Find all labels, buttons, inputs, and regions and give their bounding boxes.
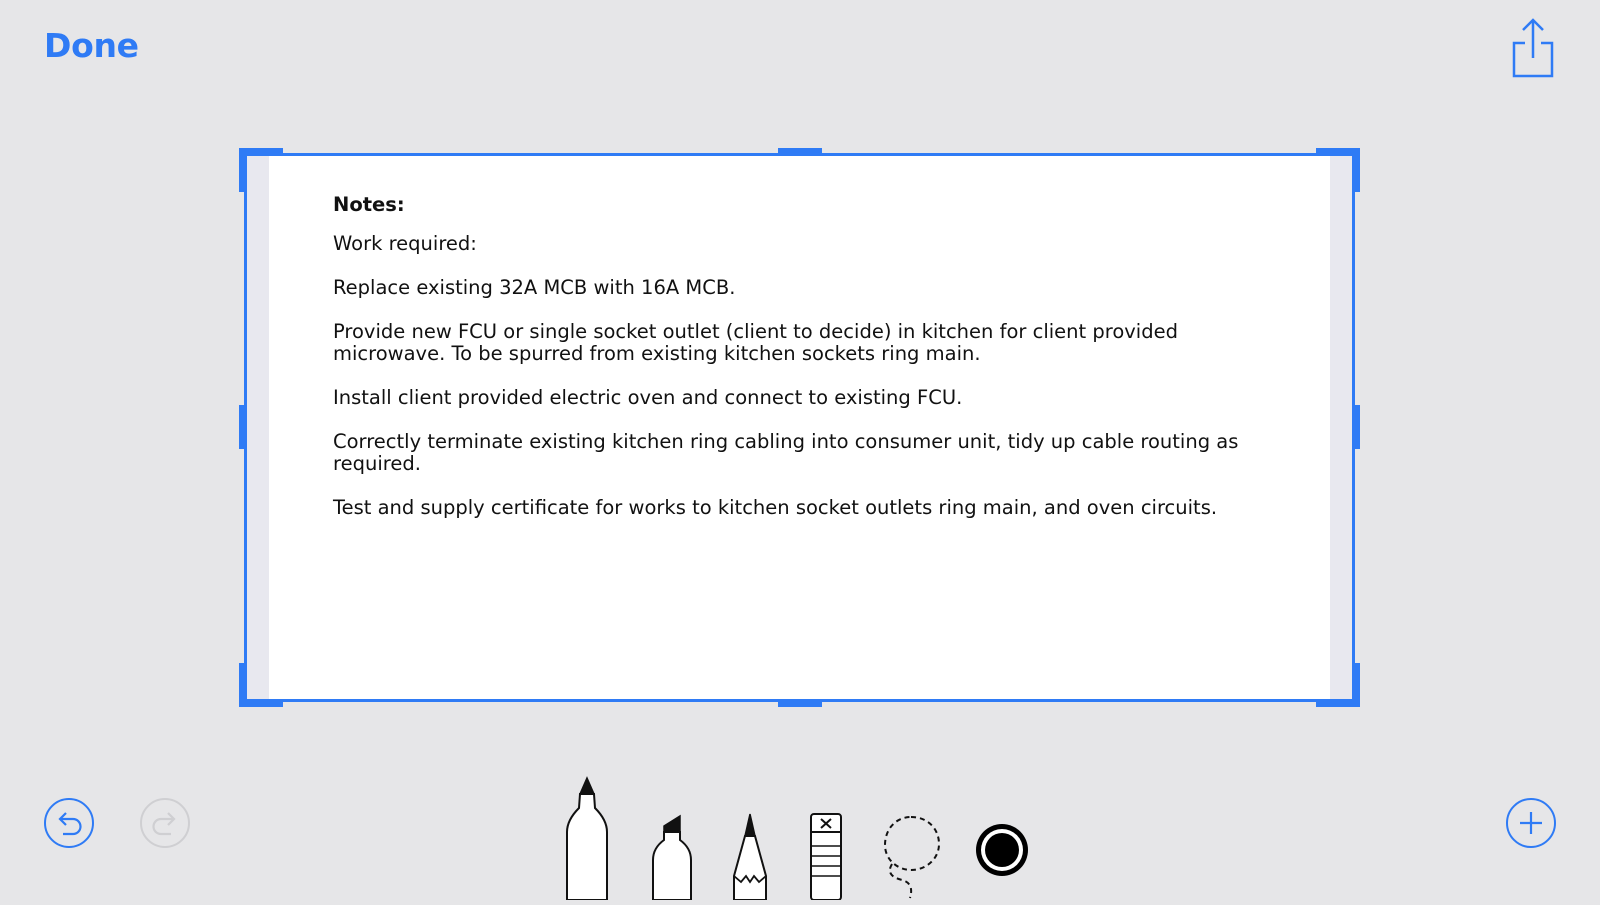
pen-tool[interactable]	[564, 776, 610, 900]
undo-icon	[46, 800, 92, 846]
color-picker[interactable]	[972, 820, 1032, 880]
crop-handle-top-right[interactable]	[1355, 148, 1360, 192]
crop-handle-bottom[interactable]	[778, 702, 822, 707]
color-picker-icon	[972, 820, 1032, 880]
redo-icon	[142, 800, 188, 846]
doc-paragraph: Work required:	[333, 232, 477, 255]
crop-handle-right[interactable]	[1355, 405, 1360, 449]
notes-heading: Notes:	[333, 193, 405, 216]
document-text	[333, 194, 1273, 541]
share-icon	[1508, 16, 1558, 80]
doc-paragraph: Replace existing 32A MCB with 16A MCB.	[333, 276, 736, 299]
lasso-icon	[880, 814, 942, 900]
pencil-icon	[732, 812, 768, 900]
done-button[interactable]: Done	[44, 26, 139, 65]
crop-handle-top[interactable]	[778, 148, 822, 153]
crop-handle-top-left[interactable]	[239, 148, 244, 192]
redo-button	[140, 798, 190, 848]
doc-paragraph: Test and supply certificate for works to kitchen socket outlets ring main, and oven circuits.	[333, 496, 1218, 519]
crop-handle-top-right[interactable]	[1316, 148, 1360, 153]
crop-handle-bottom-left[interactable]	[239, 663, 244, 707]
pen-icon	[564, 776, 610, 900]
lasso-tool[interactable]	[880, 814, 942, 900]
eraser-tool[interactable]	[809, 812, 843, 900]
crop-handle-bottom-right[interactable]	[1316, 702, 1360, 707]
doc-paragraph: Provide new FCU or single socket outlet (client to decide) in kitchen for client provided microwave. To be spurred from existing kitchen sockets ring main.	[333, 320, 1178, 365]
right-margin	[1330, 156, 1352, 699]
add-icon	[1508, 800, 1554, 846]
highlighter-icon	[650, 812, 694, 900]
crop-handle-bottom-right[interactable]	[1355, 663, 1360, 707]
crop-handle-left[interactable]	[239, 405, 244, 449]
document-canvas[interactable]	[244, 153, 1355, 702]
doc-paragraph: Correctly terminate existing kitchen ring cabling into consumer unit, tidy up cable routing as required.	[333, 430, 1239, 475]
left-margin	[247, 156, 269, 699]
doc-paragraph: Install client provided electric oven and connect to existing FCU.	[333, 386, 963, 409]
pencil-tool[interactable]	[732, 812, 768, 900]
undo-button[interactable]	[44, 798, 94, 848]
add-button[interactable]	[1506, 798, 1556, 848]
share-button[interactable]	[1508, 16, 1558, 80]
eraser-icon	[809, 812, 843, 900]
highlighter-tool[interactable]	[650, 812, 694, 900]
crop-handle-top-left[interactable]	[239, 148, 283, 153]
crop-handle-bottom-left[interactable]	[239, 702, 283, 707]
